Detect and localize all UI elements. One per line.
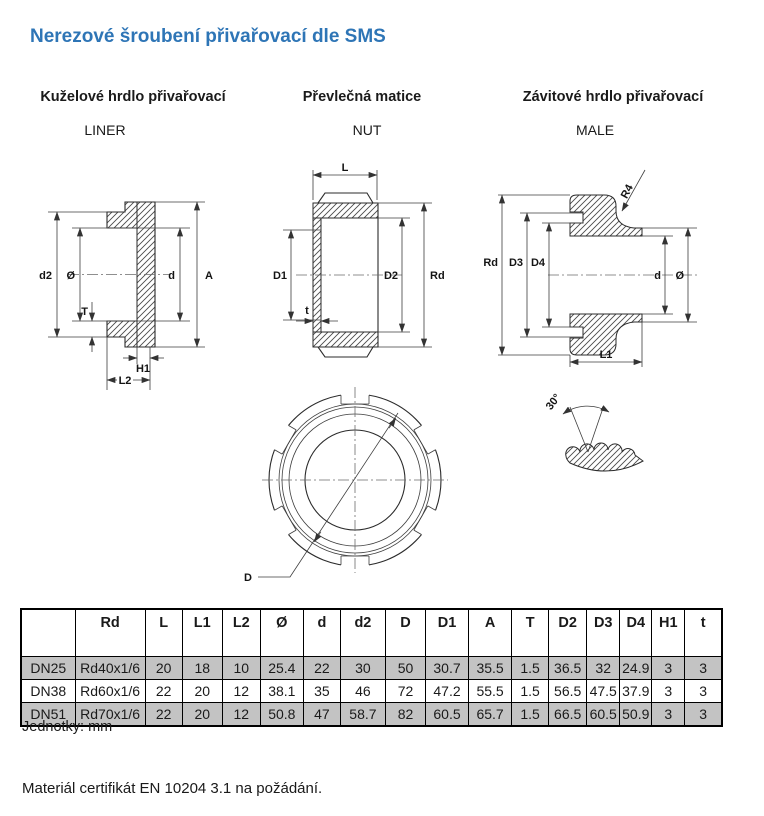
table-cell: 56.5 xyxy=(549,680,587,703)
col-header-T: T xyxy=(512,609,549,657)
col-header-Rd: Rd xyxy=(75,609,145,657)
table-cell: 46 xyxy=(340,680,385,703)
section-header-male: Závitové hrdlo přivařovací xyxy=(522,89,704,105)
dim-label-d: d xyxy=(654,270,661,282)
nut-section-drawing xyxy=(273,162,445,357)
dim-label-A: A xyxy=(205,270,213,282)
table-cell: 60.5 xyxy=(587,703,620,727)
col-header-H1: H1 xyxy=(652,609,685,657)
table-cell: 3 xyxy=(652,703,685,727)
dim-label-D2: D2 xyxy=(383,270,398,282)
male-drawing xyxy=(483,170,700,367)
section-header-liner: Kuželové hrdlo přivařovací xyxy=(40,89,226,105)
table-cell: 47 xyxy=(303,703,340,727)
table-cell: 50.9 xyxy=(620,703,652,727)
section-header-nut: Převlečná matice xyxy=(302,89,422,105)
units-note: Jednotky: mm xyxy=(22,719,113,735)
table-cell: 1.5 xyxy=(512,680,549,703)
col-header-D1: D1 xyxy=(426,609,469,657)
table-cell: 35 xyxy=(303,680,340,703)
table-header-row xyxy=(21,609,722,657)
dim-label-L1: L1 xyxy=(599,349,613,361)
col-header-D2: D2 xyxy=(549,609,587,657)
technical-drawings xyxy=(0,150,764,605)
dim-label-d: d xyxy=(168,270,175,282)
section-name-nut: NUT xyxy=(352,122,382,138)
dim-label-Rd: Rd xyxy=(430,270,445,282)
table-cell: Rd60x1/6 xyxy=(75,680,145,703)
table-cell: DN38 xyxy=(21,680,75,703)
table-cell: 20 xyxy=(182,703,222,727)
table-cell: 35.5 xyxy=(469,657,512,680)
table-cell: 3 xyxy=(652,657,685,680)
table-cell: Rd70x1/6 xyxy=(75,703,145,727)
dim-label-dia: Ø xyxy=(66,270,75,282)
dim-label-angle-30: 30° xyxy=(543,391,564,413)
table-cell: 24.9 xyxy=(620,657,652,680)
table-cell: 3 xyxy=(652,680,685,703)
col-header-D: D xyxy=(385,609,425,657)
table-cell: 55.5 xyxy=(469,680,512,703)
col-header-d: d xyxy=(303,609,340,657)
table-cell: DN25 xyxy=(21,657,75,680)
dim-label-D: D xyxy=(244,572,252,584)
dim-label-L: L xyxy=(341,162,349,174)
section-name-liner: LINER xyxy=(84,122,126,138)
dim-label-R4: R4 xyxy=(618,182,636,201)
serration-detail xyxy=(544,392,643,471)
material-note: Materiál certifikát EN 10204 3.1 na požádání. xyxy=(22,780,323,797)
col-header-L2: L2 xyxy=(222,609,260,657)
table-cell: 66.5 xyxy=(549,703,587,727)
table-cell: 20 xyxy=(182,680,222,703)
table-cell: 22 xyxy=(145,703,182,727)
dim-label-D1: D1 xyxy=(272,270,287,282)
table-cell: 50.8 xyxy=(260,703,303,727)
table-cell: 65.7 xyxy=(469,703,512,727)
spec-table-wrap xyxy=(20,608,723,727)
table-cell: 20 xyxy=(145,657,182,680)
dim-label-t: t xyxy=(305,305,309,317)
table-cell: 50 xyxy=(385,657,425,680)
table-row xyxy=(21,657,722,680)
col-header-dn xyxy=(21,609,75,657)
table-cell: 12 xyxy=(222,680,260,703)
table-cell: 47.2 xyxy=(426,680,469,703)
dim-label-Rd: Rd xyxy=(483,257,498,269)
liner-drawing xyxy=(39,202,213,390)
dim-label-D4: D4 xyxy=(530,257,545,269)
table-cell: 36.5 xyxy=(549,657,587,680)
col-header-dia: Ø xyxy=(260,609,303,657)
table-cell: 60.5 xyxy=(426,703,469,727)
table-cell: 37.9 xyxy=(620,680,652,703)
table-cell: DN51 xyxy=(21,703,75,727)
col-header-d2: d2 xyxy=(340,609,385,657)
table-cell: 47.5 xyxy=(587,680,620,703)
table-cell: 32 xyxy=(587,657,620,680)
table-cell: 72 xyxy=(385,680,425,703)
table-cell: 30.7 xyxy=(426,657,469,680)
nut-front-view xyxy=(244,387,448,584)
table-cell: 22 xyxy=(145,680,182,703)
dim-label-T: T xyxy=(81,306,88,318)
table-cell: 30 xyxy=(340,657,385,680)
table-cell: 58.7 xyxy=(340,703,385,727)
col-header-D3: D3 xyxy=(587,609,620,657)
col-header-L: L xyxy=(145,609,182,657)
table-cell: 1.5 xyxy=(512,703,549,727)
col-header-L1: L1 xyxy=(182,609,222,657)
dim-label-d2: d2 xyxy=(39,270,52,282)
table-cell: 25.4 xyxy=(260,657,303,680)
table-cell: 22 xyxy=(303,657,340,680)
table-row xyxy=(21,680,722,703)
table-cell: 82 xyxy=(385,703,425,727)
col-header-A: A xyxy=(469,609,512,657)
table-cell: 3 xyxy=(685,657,722,680)
col-header-t: t xyxy=(685,609,722,657)
spec-table xyxy=(20,608,723,727)
table-cell: 18 xyxy=(182,657,222,680)
table-row xyxy=(21,703,722,727)
table-cell: 1.5 xyxy=(512,657,549,680)
dim-label-D3: D3 xyxy=(508,257,523,269)
spec-table-body xyxy=(21,657,722,727)
dim-label-L2: L2 xyxy=(118,375,132,387)
col-header-D4: D4 xyxy=(620,609,652,657)
page-title: Nerezové šroubení přivařovací dle SMS xyxy=(30,26,386,47)
dim-label-H1: H1 xyxy=(135,363,151,375)
table-cell: 3 xyxy=(685,680,722,703)
table-cell: 12 xyxy=(222,703,260,727)
dim-label-dia: Ø xyxy=(675,270,684,282)
table-cell: Rd40x1/6 xyxy=(75,657,145,680)
table-cell: 38.1 xyxy=(260,680,303,703)
table-cell: 10 xyxy=(222,657,260,680)
section-name-male: MALE xyxy=(575,122,615,138)
table-cell: 3 xyxy=(685,703,722,727)
